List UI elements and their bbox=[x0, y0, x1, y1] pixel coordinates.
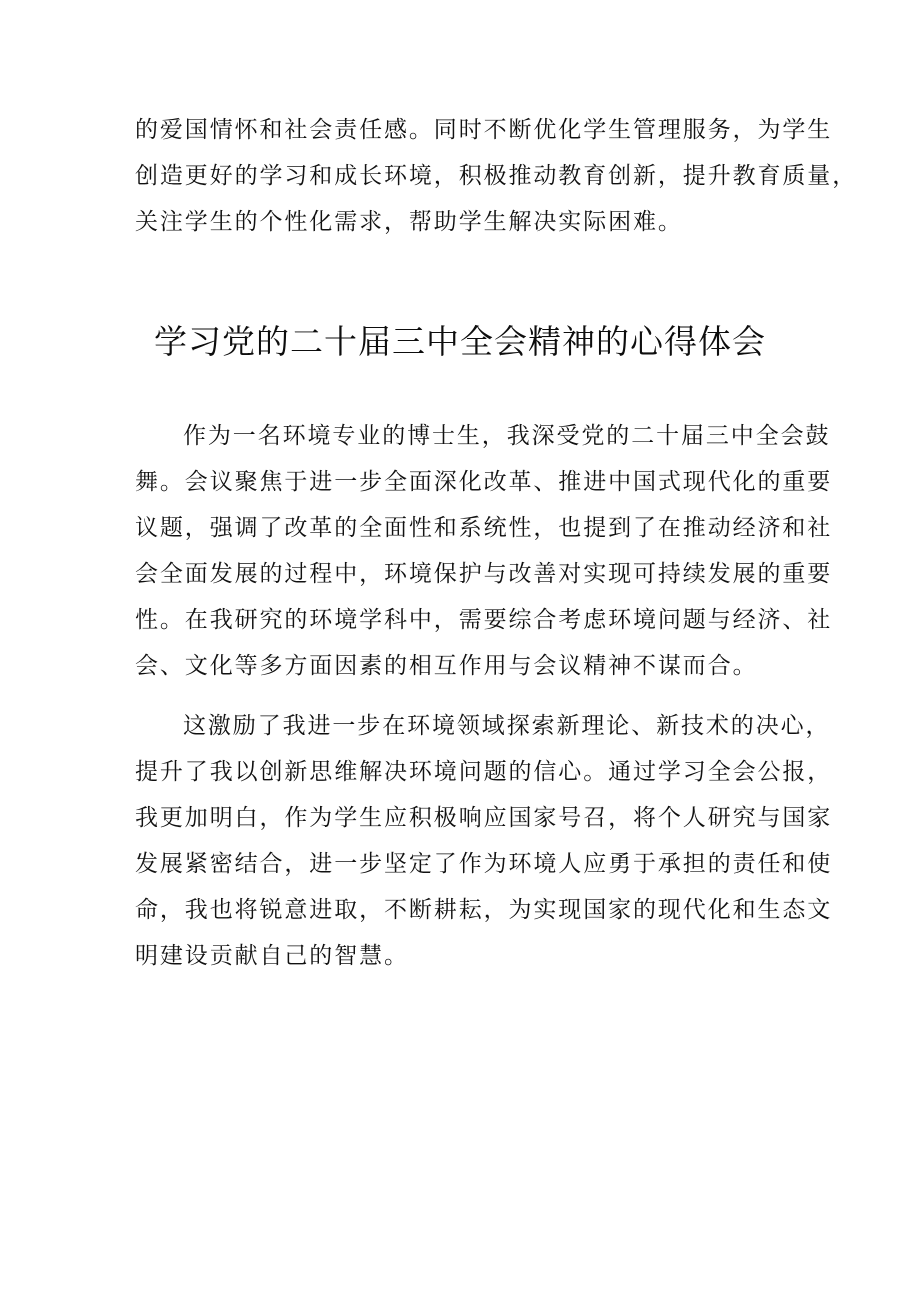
text-line: 提升了我以创新思维解决环境问题的信心。通过学习全会公报， bbox=[135, 759, 833, 785]
text-line: 会全面发展的过程中，环境保护与改善对实现可持续发展的重要 bbox=[135, 561, 833, 587]
paragraph-2 bbox=[135, 703, 833, 979]
text-line: 会、文化等多方面因素的相互作用与会议精神不谋而合。 bbox=[135, 653, 758, 679]
text-line: 作为一名环境专业的博士生，我深受党的二十届三中全会鼓 bbox=[183, 423, 831, 449]
text-line: 舞。会议聚焦于进一步全面深化改革、推进中国式现代化的重要 bbox=[135, 469, 833, 495]
text-line: 我更加明白，作为学生应积极响应国家号召，将个人研究与国家 bbox=[135, 805, 833, 831]
text-line: 性。在我研究的环境学科中，需要综合考虑环境问题与经济、社 bbox=[135, 607, 833, 633]
text-line: 命，我也将锐意进取，不断耕耘，为实现国家的现代化和生态文 bbox=[135, 897, 833, 923]
text-line: 明建设贡献自己的智慧。 bbox=[135, 943, 409, 969]
text-line: 的爱国情怀和社会责任感。同时不断优化学生管理服务，为学生 bbox=[135, 117, 833, 143]
text-line: 发展紧密结合，进一步坚定了作为环境人应勇于承担的责任和使 bbox=[135, 851, 833, 877]
text-line: 关注学生的个性化需求，帮助学生解决实际困难。 bbox=[135, 209, 683, 235]
text-line: 议题，强调了改革的全面性和系统性，也提到了在推动经济和社 bbox=[135, 515, 833, 541]
continuation-paragraph bbox=[135, 107, 858, 245]
section-title: 学习党的二十届三中全会精神的心得体会 bbox=[154, 322, 766, 361]
text-line: 创造更好的学习和成长环境，积极推动教育创新，提升教育质量， bbox=[135, 163, 858, 189]
paragraph-1 bbox=[135, 413, 833, 689]
text-line: 这激励了我进一步在环境领域探索新理论、新技术的决心， bbox=[183, 713, 831, 739]
